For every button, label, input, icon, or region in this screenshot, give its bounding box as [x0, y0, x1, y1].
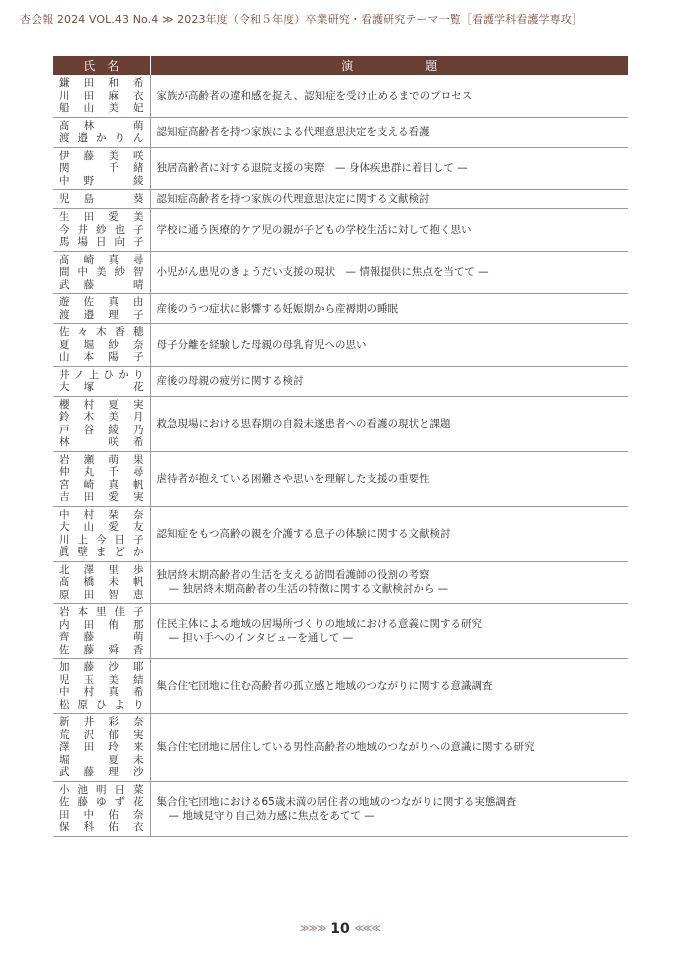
table-row	[53, 75, 628, 117]
student-name: 齊藤 萌	[59, 631, 144, 643]
student-name: 川上今日子	[59, 533, 144, 546]
student-names-cell	[53, 324, 150, 367]
student-name: 伊藤美咲	[59, 149, 144, 162]
student-names-cell	[53, 604, 150, 659]
table-row	[53, 659, 628, 714]
student-name: 新井彩奈	[59, 716, 144, 728]
column-header-title: 演 題	[150, 56, 628, 75]
research-title: 小児がん患児のきょうだい支援の現状 — 情報提供に焦点を当てて —	[156, 266, 489, 279]
student-name: 櫻村夏実	[59, 398, 144, 411]
student-name: 鈴木美月	[59, 411, 144, 423]
research-title: 学校に通う医療的ケア児の親が子どもの学校生活に対して抱く思い	[156, 223, 472, 236]
student-name: 児玉美結	[59, 673, 144, 686]
student-name: 佐々木香穂	[59, 326, 144, 338]
research-title-cell	[150, 451, 628, 506]
research-subtitle: — 地域見守り自己効力感に焦点をあてて —	[168, 809, 375, 822]
research-title: 認知症高齢者を持つ家族による代理意思決定を支える看護	[156, 126, 430, 138]
student-name: 澤田玲来	[59, 741, 144, 753]
student-name: 原田智恵	[59, 588, 144, 601]
table-row	[53, 506, 628, 561]
student-name: 加藤沙耶	[59, 661, 144, 673]
student-name: 内田侑那	[59, 618, 144, 631]
research-title: 住民主体による地域の居場所づくりの地域における意義に関する研究	[156, 618, 482, 630]
thesis-theme-table	[53, 56, 628, 837]
student-name: 岩瀬萌果	[59, 453, 144, 466]
table-row	[53, 294, 628, 324]
table-header-row	[53, 56, 628, 75]
table-row	[53, 396, 628, 451]
research-title: 虐待者が抱えている困難さや思いを理解した支援の重要性	[156, 472, 430, 485]
student-name: 小池明日菜	[59, 783, 144, 796]
research-title: 母子分離を経験した母親の母乳育児への思い	[156, 338, 367, 351]
research-title-cell	[150, 561, 628, 604]
research-title: 家族が高齢者の違和感を捉え、認知症を受け止めるまでのプロセス	[156, 89, 473, 102]
student-names-cell	[53, 506, 150, 561]
student-names-cell	[53, 190, 150, 209]
ornament-right-icon: ≪≪≪	[354, 924, 380, 934]
table-row	[53, 209, 628, 252]
student-names-cell	[53, 251, 150, 294]
student-name: 宮崎真帆	[59, 478, 144, 491]
student-name: 北澤里歩	[59, 563, 144, 576]
research-title: 産後の母親の疲労に関する検討	[156, 375, 304, 387]
student-name: 児島 葵	[59, 192, 144, 205]
student-name: 佐藤ゆず花	[59, 796, 144, 808]
student-name: 林 咲希	[59, 436, 144, 448]
student-name: 夏堀紗奈	[59, 338, 144, 351]
student-name: 関 千緒	[59, 162, 144, 174]
student-name: 中村真希	[59, 686, 144, 698]
student-names-cell	[53, 659, 150, 714]
student-name: 眞壁まどか	[59, 546, 144, 558]
student-name: 山本陽子	[59, 351, 144, 363]
research-title-cell	[150, 251, 628, 294]
ornament-left-icon: ≫≫≫	[299, 924, 326, 934]
student-name: 大塚 花	[59, 381, 144, 393]
research-title: 独居高齢者に対する退院支援の実際 — 身体疾患群に着目して —	[156, 162, 468, 175]
page-footer	[0, 921, 680, 937]
student-names-cell	[53, 451, 150, 506]
student-name: 渡邉理子	[59, 308, 144, 321]
student-names-cell	[53, 147, 150, 190]
table-row	[53, 366, 628, 396]
research-title: 認知症高齢者を持つ家族の代理意思決定に関する文献検討	[156, 193, 430, 205]
student-name: 松原ひより	[59, 698, 144, 711]
table-row	[53, 190, 628, 209]
research-title-cell	[150, 396, 628, 451]
table-row	[53, 604, 628, 659]
student-names-cell	[53, 561, 150, 604]
student-name: 川田麻衣	[59, 89, 144, 102]
student-names-cell	[53, 781, 150, 836]
student-name: 岩本里佳子	[59, 606, 144, 618]
student-name: 仲丸千尋	[59, 466, 144, 478]
student-name: 中村栞奈	[59, 508, 144, 521]
student-names-cell	[53, 714, 150, 782]
page-number: 10	[330, 921, 350, 937]
research-title-cell	[150, 324, 628, 367]
research-title-cell	[150, 117, 628, 147]
research-title-cell	[150, 75, 628, 117]
research-title-cell	[150, 506, 628, 561]
table-row	[53, 451, 628, 506]
research-subtitle: — 独居終末期高齢者の生活の特徴に関する文献検討から —	[168, 583, 449, 596]
research-title: 集合住宅団地における65歳未満の居住者の地域のつながりに関する実態調査	[156, 795, 517, 808]
student-name: 髙林 萌	[59, 119, 144, 132]
student-names-cell	[53, 75, 150, 117]
student-name: 堀 夏未	[59, 753, 144, 766]
student-name: 今井紗也子	[59, 223, 144, 236]
research-title: 独居終末期高齢者の生活を支える訪問看護師の役割の考察	[156, 569, 430, 582]
research-title-cell	[150, 659, 628, 714]
research-title-cell	[150, 147, 628, 190]
student-names-cell	[53, 209, 150, 252]
research-title: 産後のうつ症状に影響する妊娠期から産褥期の睡眠	[156, 302, 398, 315]
student-names-cell	[53, 117, 150, 147]
student-name: 渡邉かりん	[59, 132, 144, 144]
research-title-cell	[150, 604, 628, 659]
student-name: 井ノ上ひかり	[59, 368, 144, 381]
student-name: 髙橋未帆	[59, 576, 144, 588]
student-name: 遊佐真由	[59, 296, 144, 308]
research-subtitle: — 担い手へのインタビューを通して —	[168, 632, 354, 644]
student-name: 武藤 晴	[59, 278, 144, 291]
research-title-cell	[150, 781, 628, 836]
student-names-cell	[53, 366, 150, 396]
research-title: 認知症をもつ高齢の親を介護する息子の体験に関する文献検討	[156, 527, 451, 540]
research-title-cell	[150, 294, 628, 324]
table-row	[53, 251, 628, 294]
student-name: 保科佑衣	[59, 821, 144, 833]
research-title-cell	[150, 714, 628, 782]
student-name: 佐藤舜香	[59, 643, 144, 656]
research-title-cell	[150, 366, 628, 396]
student-name: 戸谷綾乃	[59, 423, 144, 436]
research-title: 集合住宅団地に居住している男性高齢者の地域のつながりへの意識に関する研究	[156, 741, 535, 754]
student-name: 武藤理沙	[59, 766, 144, 778]
table-row	[53, 147, 628, 190]
table-body	[53, 75, 628, 836]
page-header: 杏会報 2024 VOL.43 No.4 ≫ 2023年度（令和５年度）卒業研究・看護研究テーマ一覧［看護学科看護学専攻］	[20, 13, 583, 26]
student-name: 大山愛友	[59, 521, 144, 533]
table-row	[53, 117, 628, 147]
table-row	[53, 324, 628, 367]
student-name: 田中佑奈	[59, 808, 144, 821]
table-row	[53, 781, 628, 836]
student-name: 間中美紗智	[59, 266, 144, 278]
table-row	[53, 714, 628, 782]
column-header-names: 氏 名	[53, 56, 150, 75]
student-name: 中野 綾	[59, 174, 144, 187]
student-name: 荒沢郁実	[59, 728, 144, 741]
student-name: 吉田愛実	[59, 491, 144, 503]
student-names-cell	[53, 396, 150, 451]
research-title: 集合住宅団地に住む高齢者の孤立感と地域のつながりに関する意識調査	[156, 680, 493, 692]
student-name: 船山美妃	[59, 102, 144, 114]
student-names-cell	[53, 294, 150, 324]
research-title: 救急現場における思春期の自殺未遂患者への看護の現状と課題	[156, 417, 451, 430]
student-name: 髙崎真尋	[59, 253, 144, 266]
research-title-cell	[150, 209, 628, 252]
table-row	[53, 561, 628, 604]
student-name: 鎌田和希	[59, 77, 144, 89]
student-name: 生田愛美	[59, 211, 144, 223]
research-title-cell	[150, 190, 628, 209]
student-name: 馬場日向子	[59, 236, 144, 248]
